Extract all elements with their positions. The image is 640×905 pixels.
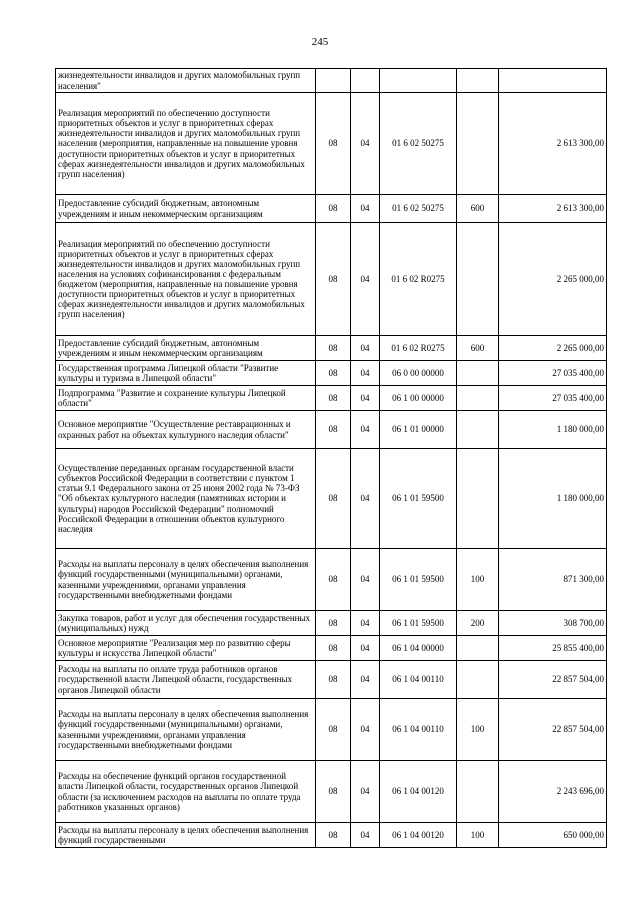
- row-name: Подпрограмма "Развитие и сохранение культуры Липецкой области": [56, 386, 316, 411]
- row-name: Осуществление переданных органам государственной власти субъектов Российской Федерации в соответствии с пунктом 1 статьи 9.1 Федерального закона от 25 июня 2002 года № 73-ФЗ "Об объектах культурного наследия (памятниках истории и культуры) народов Российской Федерации" полномочий Российской Федерации в отношении объектов культурного наследия: [56, 449, 316, 549]
- row-name: Основное мероприятие "Реализация мер по развитию сферы культуры и искусства Липецкой области": [56, 636, 316, 661]
- row-expense-type: 100: [457, 823, 499, 848]
- row-section: 08: [316, 823, 351, 848]
- table-row: [56, 336, 607, 361]
- row-name: Реализация мероприятий по обеспечению доступности приоритетных объектов и услуг в приоритетных сферах жизнедеятельности инвалидов и других маломобильных групп населения (мероприятия, направленные на повышение уровня доступности приоритетных объектов и услуг в приоритетных сферах жизнедеятельности инвалидов и других маломобильных групп населения): [56, 93, 316, 195]
- row-subsection: 04: [351, 823, 380, 848]
- row-subsection: 04: [351, 636, 380, 661]
- row-section: 08: [316, 411, 351, 449]
- row-subsection: [351, 69, 380, 93]
- row-amount: 1 180 000,00: [499, 449, 607, 549]
- row-expense-type: [457, 449, 499, 549]
- row-subsection: 04: [351, 411, 380, 449]
- table-row: [56, 549, 607, 611]
- row-subsection: 04: [351, 223, 380, 336]
- row-amount: [499, 69, 607, 93]
- row-target-article: 06 0 00 00000: [380, 361, 457, 386]
- row-section: 08: [316, 549, 351, 611]
- row-amount: 22 857 504,00: [499, 661, 607, 699]
- page-number: 245: [311, 36, 329, 48]
- row-target-article: 06 1 01 59500: [380, 611, 457, 636]
- table-row: [56, 411, 607, 449]
- row-expense-type: 600: [457, 336, 499, 361]
- row-amount: 27 035 400,00: [499, 386, 607, 411]
- row-name: Реализация мероприятий по обеспечению доступности приоритетных объектов и услуг в приоритетных сферах жизнедеятельности инвалидов и других маломобильных групп населения на условиях софинансирования с федеральным бюджетом (мероприятия, направленные на повышение уровня доступности приоритетных объектов и услуг в приоритетных сферах жизнедеятельности инвалидов и других маломобильных групп населения): [56, 223, 316, 336]
- row-section: 08: [316, 336, 351, 361]
- row-subsection: 04: [351, 93, 380, 195]
- row-name: Основное мероприятие "Осуществление реставрационных и охранных работ на объектах культурного наследия области": [56, 411, 316, 449]
- row-target-article: 06 1 00 00000: [380, 386, 457, 411]
- row-section: 08: [316, 611, 351, 636]
- row-subsection: 04: [351, 761, 380, 823]
- row-expense-type: 600: [457, 195, 499, 223]
- row-amount: 22 857 504,00: [499, 699, 607, 761]
- table-row: [56, 449, 607, 549]
- row-amount: 2 265 000,00: [499, 336, 607, 361]
- row-target-article: 06 1 01 00000: [380, 411, 457, 449]
- row-name: жизнедеятельности инвалидов и других маломобильных групп населения": [56, 69, 316, 93]
- row-section: 08: [316, 449, 351, 549]
- table-row: [56, 661, 607, 699]
- row-name: Расходы на выплаты персоналу в целях обеспечения выполнения функций государственными (муниципальными) органами, казенными учреждениями, органами управления государственными внебюджетными фондами: [56, 699, 316, 761]
- row-section: 08: [316, 699, 351, 761]
- row-name: Закупка товаров, работ и услуг для обеспечения государственных (муниципальных) нужд: [56, 611, 316, 636]
- table-row: [56, 636, 607, 661]
- table-row: [56, 223, 607, 336]
- row-section: 08: [316, 93, 351, 195]
- row-section: 08: [316, 361, 351, 386]
- row-expense-type: 200: [457, 611, 499, 636]
- row-amount: 308 700,00: [499, 611, 607, 636]
- row-amount: 650 000,00: [499, 823, 607, 848]
- row-subsection: 04: [351, 549, 380, 611]
- row-amount: 2 265 000,00: [499, 223, 607, 336]
- row-target-article: 01 6 02 R0275: [380, 336, 457, 361]
- row-target-article: [380, 69, 457, 93]
- table-row: [56, 699, 607, 761]
- row-subsection: 04: [351, 611, 380, 636]
- row-name: Расходы на выплаты персоналу в целях обеспечения выполнения функций государственными (муниципальными) органами, казенными учреждениями, органами управления государственными внебюджетными фондами: [56, 549, 316, 611]
- table-row: [56, 195, 607, 223]
- table-row: [56, 386, 607, 411]
- row-section: 08: [316, 661, 351, 699]
- row-amount: 2 613 300,00: [499, 195, 607, 223]
- row-amount: 2 613 300,00: [499, 93, 607, 195]
- row-amount: 871 300,00: [499, 549, 607, 611]
- row-expense-type: [457, 411, 499, 449]
- row-section: [316, 69, 351, 93]
- table-row: [56, 69, 607, 93]
- row-name: Расходы на выплаты по оплате труда работников органов государственной власти Липецкой области, государственных органов Липецкой области: [56, 661, 316, 699]
- row-target-article: 06 1 01 59500: [380, 549, 457, 611]
- row-name: Расходы на обеспечение функций органов государственной власти Липецкой области, государственных органов Липецкой области (за исключением расходов на выплаты по оплате труда работников указанных органов): [56, 761, 316, 823]
- table-row: [56, 761, 607, 823]
- row-target-article: 06 1 01 59500: [380, 449, 457, 549]
- row-section: 08: [316, 636, 351, 661]
- row-subsection: 04: [351, 661, 380, 699]
- row-amount: 1 180 000,00: [499, 411, 607, 449]
- row-name: Предоставление субсидий бюджетным, автономным учреждениям и иным некоммерческим организациям: [56, 336, 316, 361]
- row-expense-type: [457, 636, 499, 661]
- row-subsection: 04: [351, 336, 380, 361]
- row-expense-type: [457, 69, 499, 93]
- row-section: 08: [316, 195, 351, 223]
- row-expense-type: [457, 361, 499, 386]
- row-expense-type: [457, 93, 499, 195]
- table-row: [56, 93, 607, 195]
- row-amount: 25 855 400,00: [499, 636, 607, 661]
- table-row: [56, 611, 607, 636]
- table-row: [56, 823, 607, 848]
- row-target-article: 06 1 04 00110: [380, 661, 457, 699]
- row-name: Государственная программа Липецкой области "Развитие культуры и туризма в Липецкой области": [56, 361, 316, 386]
- row-target-article: 01 6 02 50275: [380, 195, 457, 223]
- row-name: Расходы на выплаты персоналу в целях обеспечения выполнения функций государственными: [56, 823, 316, 848]
- row-expense-type: 100: [457, 699, 499, 761]
- row-subsection: 04: [351, 195, 380, 223]
- row-expense-type: [457, 223, 499, 336]
- row-target-article: 06 1 04 00120: [380, 823, 457, 848]
- row-amount: 2 243 696,00: [499, 761, 607, 823]
- row-name: Предоставление субсидий бюджетным, автономным учреждениям и иным некоммерческим организациям: [56, 195, 316, 223]
- budget-table: [55, 68, 607, 848]
- row-target-article: 06 1 04 00120: [380, 761, 457, 823]
- row-expense-type: [457, 761, 499, 823]
- row-target-article: 01 6 02 R0275: [380, 223, 457, 336]
- row-subsection: 04: [351, 449, 380, 549]
- row-target-article: 06 1 04 00000: [380, 636, 457, 661]
- row-target-article: 01 6 02 50275: [380, 93, 457, 195]
- row-expense-type: [457, 661, 499, 699]
- row-amount: 27 035 400,00: [499, 361, 607, 386]
- row-target-article: 06 1 04 00110: [380, 699, 457, 761]
- row-section: 08: [316, 223, 351, 336]
- row-subsection: 04: [351, 361, 380, 386]
- row-expense-type: 100: [457, 549, 499, 611]
- row-subsection: 04: [351, 699, 380, 761]
- row-expense-type: [457, 386, 499, 411]
- row-subsection: 04: [351, 386, 380, 411]
- table-row: [56, 361, 607, 386]
- row-section: 08: [316, 761, 351, 823]
- row-section: 08: [316, 386, 351, 411]
